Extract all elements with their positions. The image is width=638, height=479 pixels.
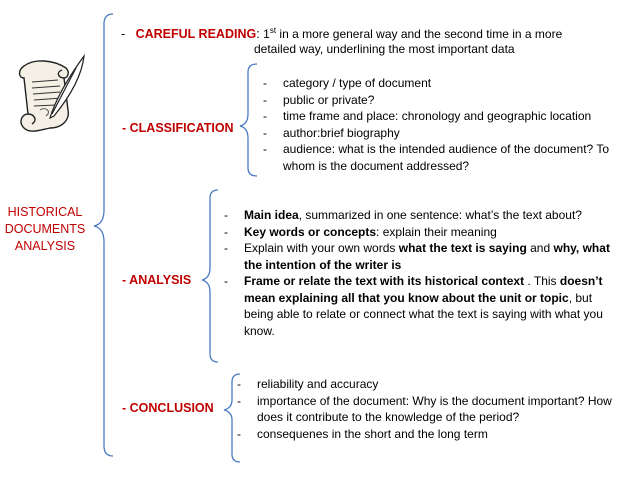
analysis-item-text: , but being able to relate or connect what the text is saying with what you know. <box>244 290 603 338</box>
analysis-item-text: . This <box>524 274 560 288</box>
conclusion-item-text: reliability and accuracy <box>257 377 379 391</box>
analysis-item: - Main idea, summarized in one sentence: what’s the text about? <box>224 208 582 222</box>
conclusion-label: - CONCLUSION <box>122 401 214 415</box>
classification-item: - audience: what is the intended audience of the document? To whom is the document addressed? <box>263 142 610 173</box>
analysis-item: - Key words or concepts: explain their meaning <box>224 224 497 239</box>
careful-reading-sup: st <box>269 26 277 35</box>
classification-bracket <box>240 64 257 176</box>
careful-reading-line2: detailed way, underlining the most important data <box>254 42 515 56</box>
parchment-scroll-quill-icon <box>10 48 90 143</box>
conclusion-item: - importance of the document: Why is the document important? How does it contribute to the knowledge of the period? <box>237 393 612 424</box>
root-label <box>0 204 90 255</box>
conclusion-item-text: importance of the document: Why is the document important? How does it contribute to the knowledge of the period? <box>257 393 612 424</box>
careful-reading-dash: - <box>121 27 126 42</box>
analysis-item-bold: why, what the intention of the writer is <box>244 241 610 272</box>
analysis-item-bold: Frame or relate the text with its historical context <box>244 274 525 288</box>
analysis-item: - Frame or relate the text with its historical context . This doesn’t mean explaining all that you know about the unit or topic, but being able to relate or connect what the text is saying with what you know. <box>224 274 603 338</box>
analysis-item-bold: Key words or concepts <box>244 224 377 239</box>
analysis-item-bold: what the text is saying <box>398 241 527 255</box>
analysis-item-bold: Main idea <box>244 208 299 222</box>
conclusion-item-text: consequenes in the short and the long term <box>257 426 488 441</box>
analysis-item-bold: doesn’t mean explaining all that you know about the unit or topic <box>244 274 603 305</box>
classification-item-text: public or private? <box>283 92 375 107</box>
root-line-2: DOCUMENTS <box>4 222 86 236</box>
analysis-item: - Explain with your own words what the text is saying and why, what the intention of the writer is <box>224 241 610 272</box>
classification-list <box>263 75 633 174</box>
classification-item: - author:brief biography <box>263 125 400 140</box>
careful-reading-colon: : <box>256 27 260 42</box>
main-bracket <box>94 14 113 456</box>
classification-item-text: author:brief biography <box>283 125 400 140</box>
careful-reading-row <box>121 22 631 43</box>
classification-item: - category / type of document <box>263 76 432 90</box>
classification-item-text: category / type of document <box>283 76 432 90</box>
classification-item-text: time frame and place: chronology and geographic location <box>283 109 592 123</box>
conclusion-item: - consequenes in the short and the long term <box>237 426 488 441</box>
analysis-bracket <box>202 190 218 362</box>
analysis-list <box>224 207 619 339</box>
analysis-item-text: : explain their meaning <box>376 224 497 239</box>
classification-label: - CLASSIFICATION <box>122 121 234 135</box>
root-line-3: ANALYSIS <box>14 239 76 253</box>
careful-reading-label: CAREFUL READING <box>135 27 257 42</box>
careful-reading-text: in a more general way and the second time in a more <box>276 27 563 42</box>
root-line-1: HISTORICAL <box>7 205 83 219</box>
conclusion-list <box>237 376 632 442</box>
classification-item-text: audience: what is the intended audience of the document? To whom is the document addressed? <box>283 142 610 173</box>
analysis-label: - ANALYSIS <box>122 273 192 287</box>
analysis-item-text: Explain with your own words <box>244 241 399 255</box>
conclusion-item: - reliability and accuracy <box>237 377 379 391</box>
classification-item: - public or private? <box>263 92 375 107</box>
careful-reading-pre: 1 <box>263 27 270 42</box>
analysis-item-text: and <box>526 241 554 255</box>
classification-item: - time frame and place: chronology and geographic location <box>263 109 592 123</box>
analysis-item-text: , summarized in one sentence: what’s the text about? <box>298 208 582 222</box>
